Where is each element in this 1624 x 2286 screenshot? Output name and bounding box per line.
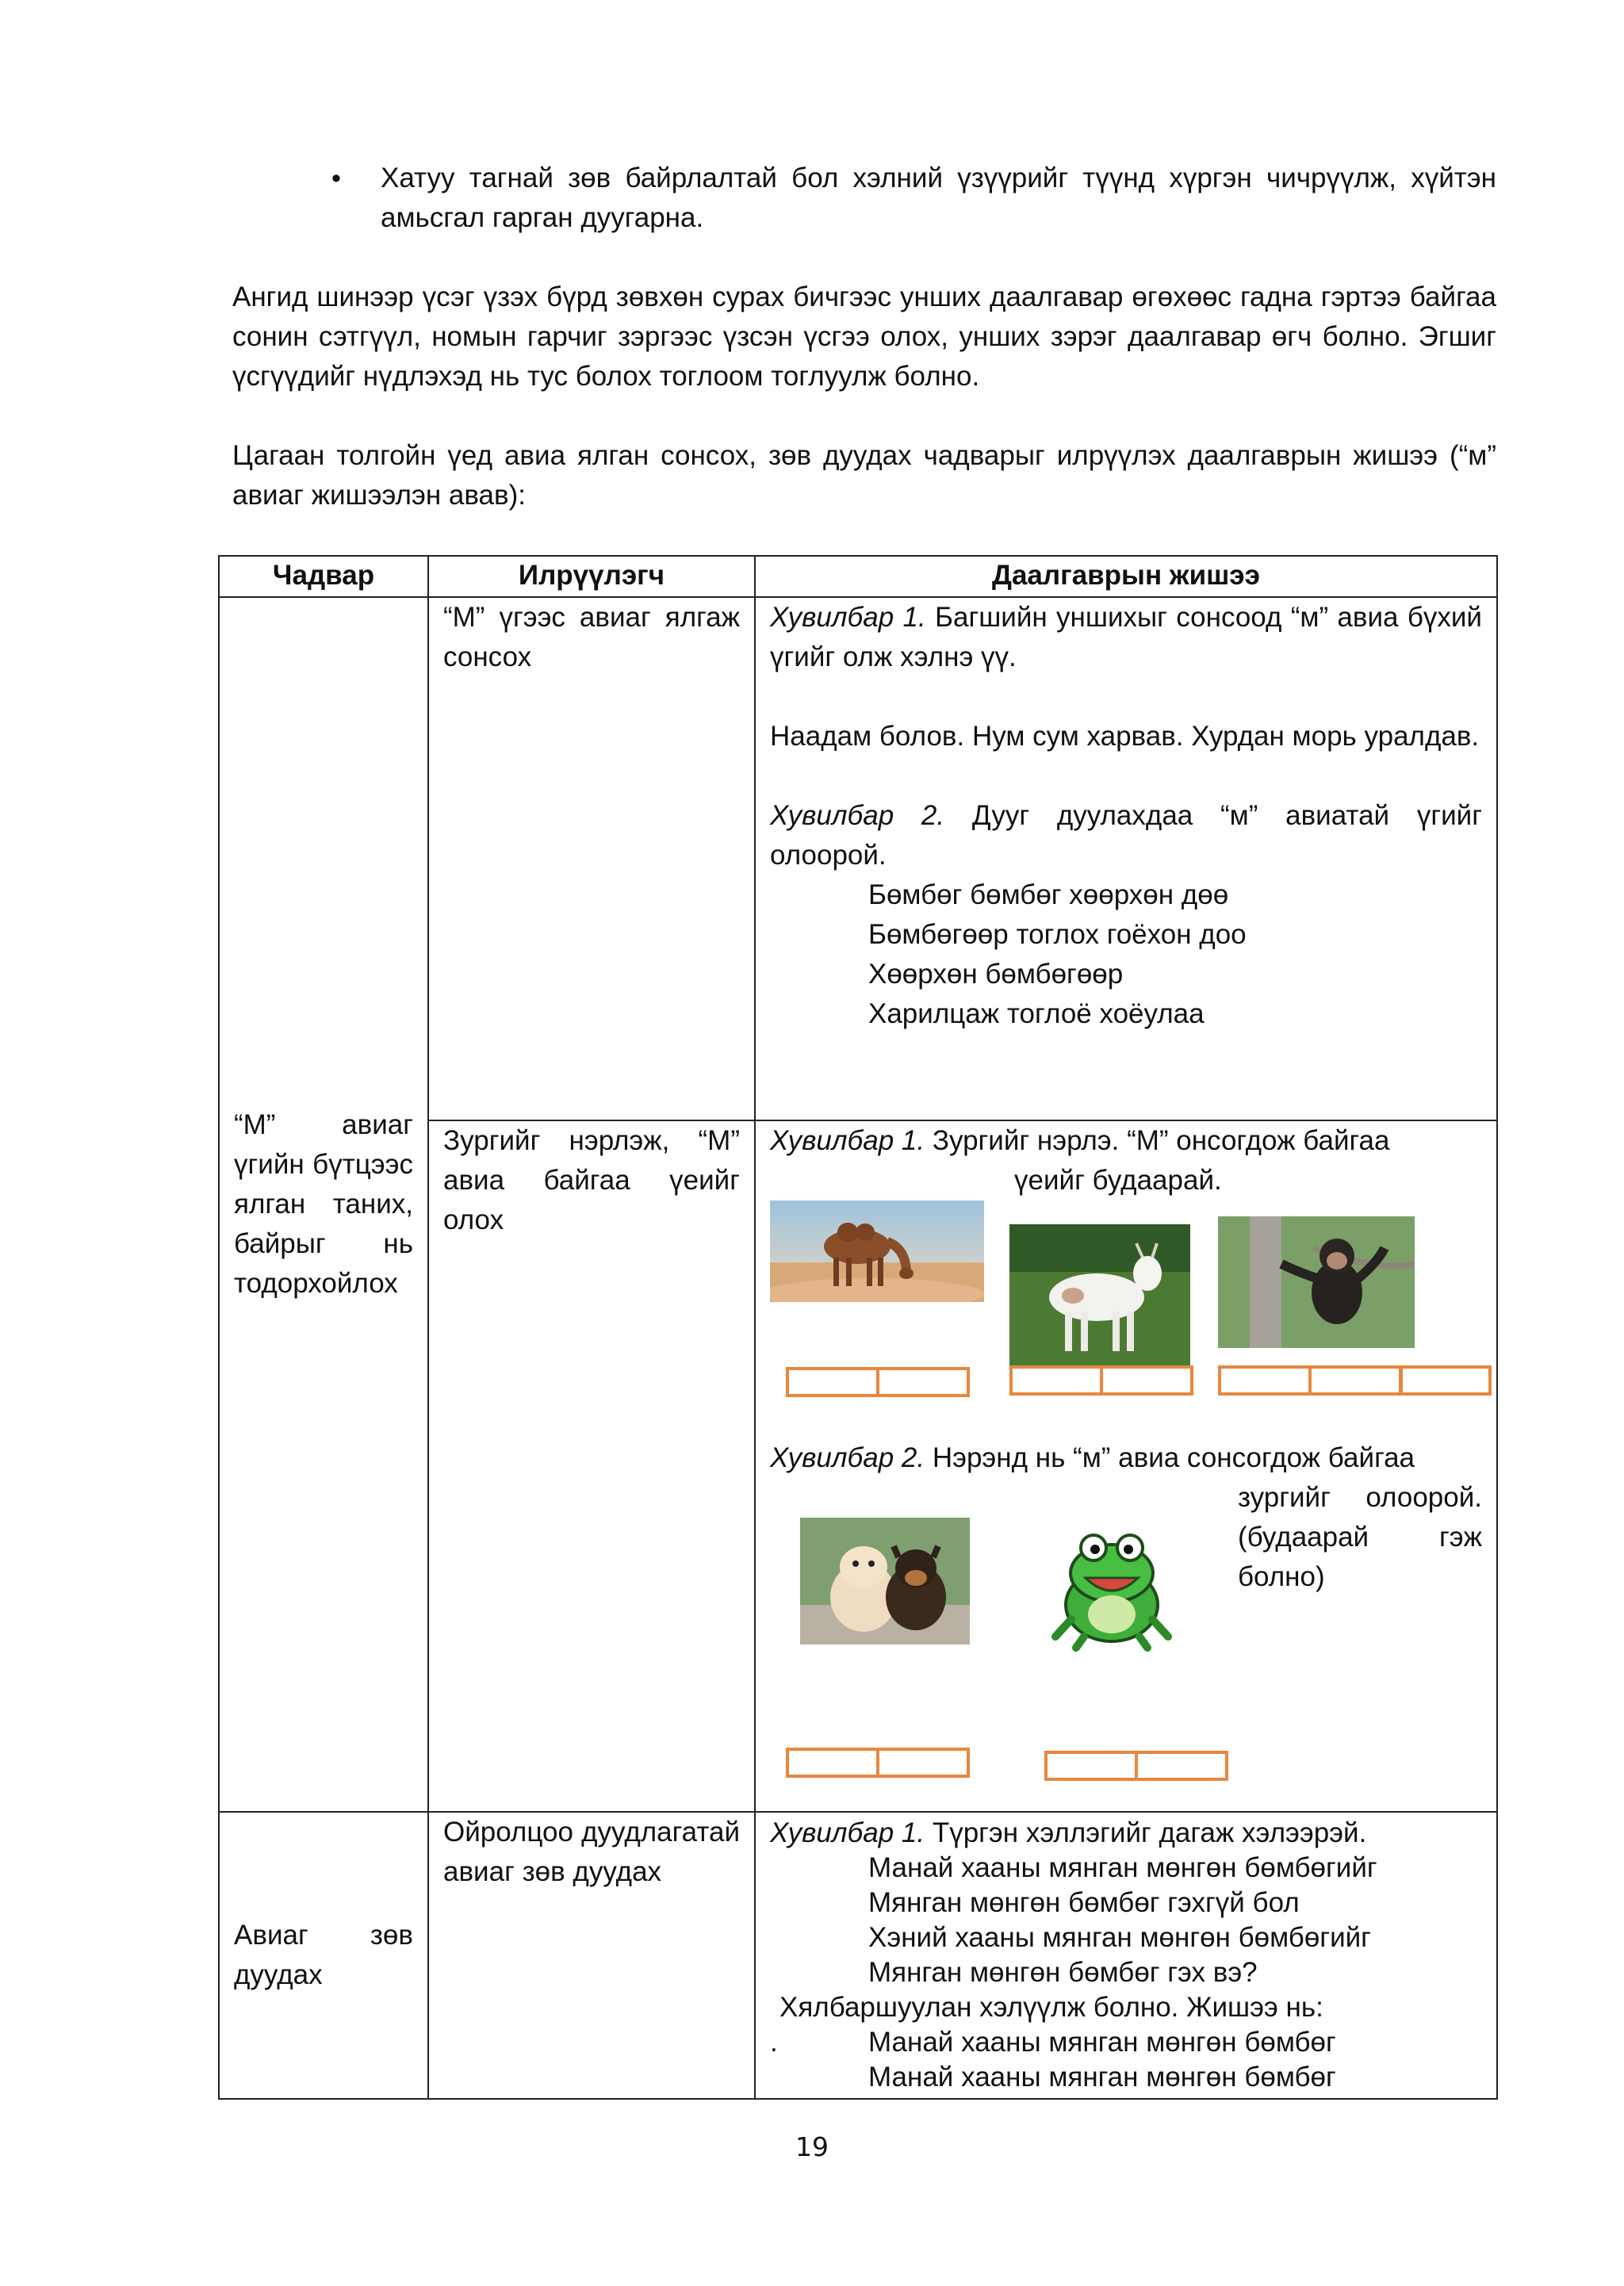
- variant-1-line: [770, 1121, 1482, 1161]
- variant-text: Дууг дуулахдаа “м” авиатай үгийг олоорой.: [770, 800, 1482, 871]
- variant-text: Зургийг нэрлэ. “М” онсогдож байгаа: [925, 1125, 1390, 1156]
- lyric-line: Бөмбөгөөр тоглох гоёхон доо: [868, 919, 1247, 950]
- twister-line: Манай хааны мянган мөнгөн бөмбөгийг: [868, 1852, 1377, 1883]
- syllable-boxes-frog[interactable]: [1044, 1751, 1228, 1781]
- frog-cartoon: [1044, 1518, 1179, 1652]
- simplified-example: [770, 2025, 1482, 2095]
- skill-cell-2: [219, 1812, 428, 2099]
- table-header-row: [219, 556, 1497, 597]
- variant-1-line: [770, 598, 1482, 677]
- list-dot: .: [770, 2027, 778, 2058]
- lyric-line: Хөөрхөн бөмбөгөөр: [868, 959, 1124, 990]
- chimpanzee-photo: [1218, 1216, 1415, 1348]
- twister-line: Мянган мөнгөн бөмбөг гэх вэ?: [868, 1957, 1258, 1988]
- chimpanzee-photo-svg: [1218, 1216, 1415, 1348]
- table-row: [219, 597, 1497, 1120]
- paragraph-2: Цагаан толгойн үед авиа ялган сонсох, зөв дуудах чадварыг илрүүлэх даалгаврын жишээ (“м” авиаг жишээлэн авав):: [232, 440, 1496, 511]
- example-line: Манай хааны мянган мөнгөн бөмбөг: [868, 2062, 1336, 2093]
- puppies-photo-svg: [800, 1518, 970, 1645]
- twister-line: Хэний хааны мянган мөнгөн бөмбөгийг: [868, 1922, 1371, 1953]
- sentence-text: Наадам болов. Нум сум харвав. Хурдан морь уралдав.: [770, 721, 1480, 752]
- camel-photo-svg: [770, 1200, 984, 1302]
- bullet-dot: •: [331, 163, 341, 193]
- camel-photo: [770, 1200, 984, 1302]
- example-cell-3: [755, 1812, 1497, 2099]
- variant-1-line-2: үеийг будаарай.: [1014, 1165, 1222, 1196]
- syllable-box-chimp-extra[interactable]: [1400, 1365, 1492, 1396]
- lyric-line: Бөмбөг бөмбөг хөөрхөн дөө: [868, 879, 1229, 910]
- skill-text-1: “М” авиаг үгийн бүтцээс ялган таних, байрыг нь тодорхойлох: [234, 1109, 413, 1299]
- page-number: 19: [795, 2131, 829, 2162]
- variant-text: Түргэн хэллэгийг дагаж хэлээрэй.: [925, 1817, 1367, 1848]
- variant-2-rest: зургийг олоорой. (будаарай гэж болно): [1238, 1482, 1482, 1592]
- bullet-text: Хатуу тагнай зөв байрлалтай бол хэлний үзүүрийг түүнд хүргэн чичрүүлж, хүйтэн амьсгал гарган дуугарна.: [381, 163, 1496, 233]
- header-skill: Чадвар: [219, 556, 428, 597]
- tongue-twister: [770, 1851, 1482, 1990]
- puppies-photo: [800, 1518, 970, 1645]
- example-cell-1: [755, 597, 1497, 1120]
- variant-text: Багшийн уншихыг сонсоод “м” авиа бүхий үгийг олж хэлнэ үү.: [770, 602, 1482, 672]
- indicator-text-3: Ойролцоо дуудлагатай авиаг зөв дуудах: [443, 1817, 740, 1887]
- skills-table: [218, 555, 1498, 2100]
- indicator-cell-2: [428, 1120, 755, 1812]
- syllable-boxes-chimp[interactable]: [1218, 1365, 1402, 1396]
- variant-2-line: [770, 1438, 1482, 1478]
- header-indicator: Илрүүлэгч: [428, 556, 755, 597]
- goat-photo: [1009, 1224, 1190, 1367]
- simplify-note: Хялбаршуулан хэлүүлж болно. Жишээ нь:: [779, 1992, 1323, 2023]
- paragraph-1: Ангид шинээр үсэг үзэх бүрд зөвхөн сурах бичгээс унших даалгавар өгөхөөс гадна гэртээ байгаа сонин сэтгүүл, номын гарчиг зэргээс үзсэн үсгээ олох, унших зэрэг даалгавар өгч болно. Эгшиг үсгүүдийг нүдлэхэд нь тус болох тоглоом тоглуулж болно.: [232, 281, 1496, 392]
- variant-1-line: [770, 1816, 1482, 1851]
- syllable-boxes-puppies[interactable]: [786, 1748, 970, 1778]
- skill-text-2: Авиаг зөв дуудах: [234, 1920, 413, 1990]
- table-row: [219, 1812, 1497, 2099]
- twister-line: Мянган мөнгөн бөмбөг гэхгүй бол: [868, 1887, 1300, 1918]
- variant-2-line: [770, 796, 1482, 875]
- indicator-cell-1: [428, 597, 755, 1120]
- lyric-line: Харилцаж тоглоё хоёулаа: [868, 998, 1205, 1029]
- variant-text: Нэрэнд нь “м” авиа сонсогдож байгаа: [925, 1442, 1415, 1473]
- syllable-boxes-camel[interactable]: [786, 1367, 970, 1397]
- picture-task-area: [756, 1121, 1496, 1811]
- example-line: Манай хааны мянган мөнгөн бөмбөг: [868, 2027, 1336, 2058]
- song-lyrics: [770, 875, 1482, 1034]
- skill-cell-1: [219, 597, 428, 1812]
- variant-label: Хувилбар 1.: [770, 602, 926, 633]
- variant-label: Хувилбар 2.: [770, 800, 945, 831]
- variant-label: Хувилбар 2.: [770, 1442, 925, 1473]
- variant-label: Хувилбар 1.: [770, 1817, 925, 1848]
- variant-label: Хувилбар 1.: [770, 1125, 925, 1156]
- frog-cartoon-svg: [1044, 1518, 1179, 1652]
- header-example: Даалгаврын жишээ: [755, 556, 1497, 597]
- indicator-text-1: “М” үгээс авиаг ялгаж сонсох: [443, 602, 740, 672]
- indicator-text-2: Зургийг нэрлэж, “М” авиа байгаа үеийг олох: [443, 1125, 740, 1235]
- example-cell-2: [755, 1120, 1497, 1812]
- syllable-boxes-goat[interactable]: [1009, 1365, 1193, 1396]
- indicator-cell-3: [428, 1812, 755, 2099]
- goat-photo-svg: [1009, 1224, 1190, 1367]
